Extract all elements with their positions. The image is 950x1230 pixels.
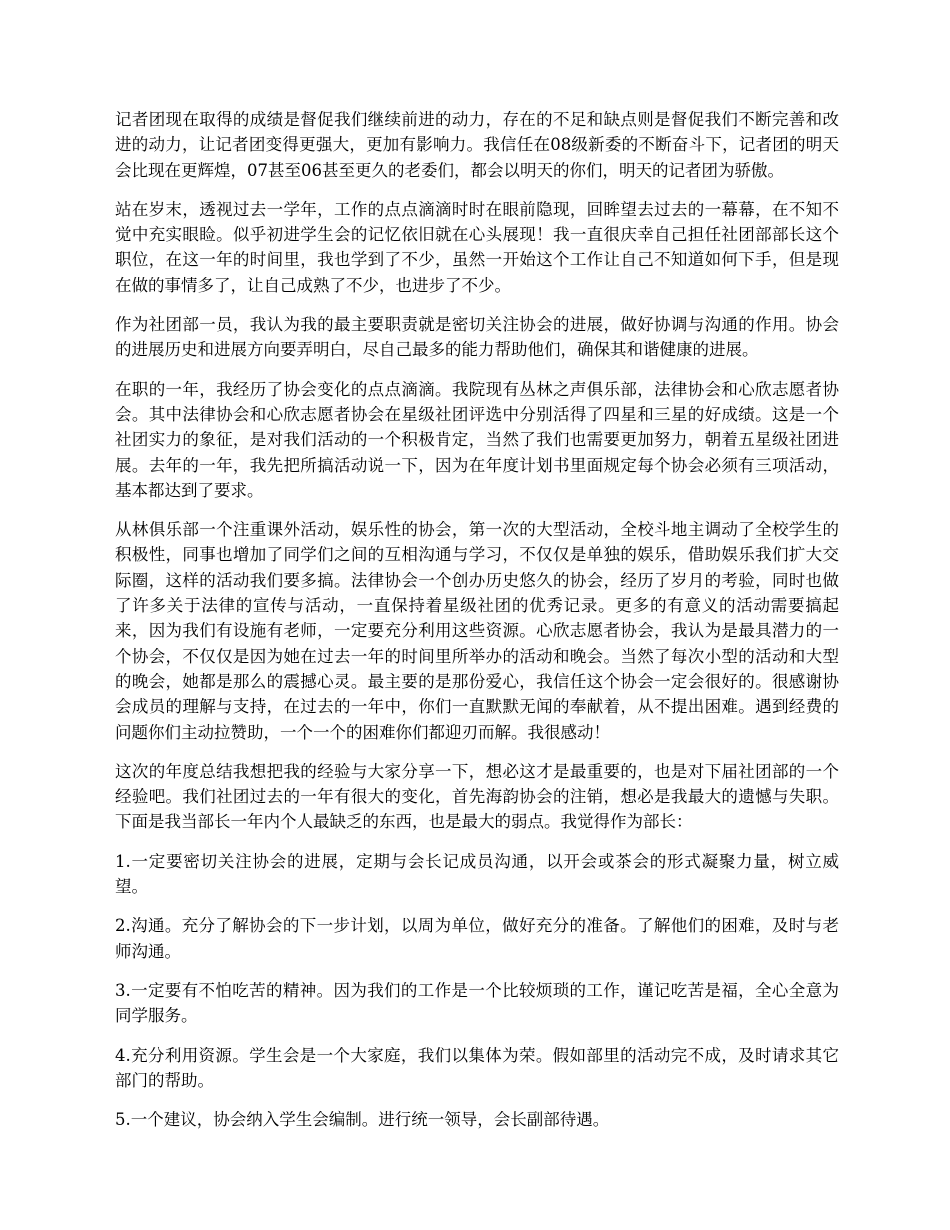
paragraph-3: 作为社团部一员，我认为我的最主要职责就是密切关注协会的进展，做好协调与沟通的作用。协会的进展历史和进展方向要弄明白，尽自己最多的能力帮助他们，确保其和谐健康的进展。 [115, 315, 839, 360]
paragraph-2: 站在岁末，透视过去一学年，工作的点点滴滴时时在眼前隐现，回眸望去过去的一幕幕，在不知不觉中充实眼睑。似乎初进学生会的记忆依旧就在心头展现！我一直很庆幸自己担任社团部部长这个职位，在这一年的时间里，我也学到了不少，虽然一开始这个工作让自己不知道如何下手，但是现在做的事情多了，让自己成熟了不少，也进步了不少。 [115, 199, 839, 295]
list-item-3: 3.一定要有不怕吃苦的精神。因为我们的工作是一个比较烦琐的工作，谨记吃苦是福，全心全意为同学服务。 [115, 980, 839, 1026]
paragraph-5: 从林俱乐部一个注重课外活动，娱乐性的协会，第一次的大型活动，全校斗地主调动了全校学生的积极性，同事也增加了同学们之间的互相沟通与学习，不仅仅是单独的娱乐，借助娱乐我们扩大交际圈，这样的活动我们要多搞。法律协会一个创办历史悠久的协会，经历了岁月的考验，同时也做了许多关于法律的宣传与活动，一直保持着星级社团的优秀记录。更多的有意义的活动需要搞起来，因为我们有设施有老师，一定要充分利用这些资源。心欣志愿者协会，我认为是最具潜力的一个协会，不仅仅是因为她在过去一年的时间里所举办的活动和晚会。当然了每次小型的活动和大型的晚会，她都是那么的震撼心灵。最主要的是那份爱心，我信任这个协会一定会很好的。很感谢协会成员的理解与支持，在过去的一年中，你们一直默默无闻的奉献着，从不提出困难。遇到经费的问题你们主动拉赞助，一个一个的困难你们都迎刃而解。我很感动！ [115, 520, 839, 742]
list-item-2: 2.沟通。充分了解协会的下一步计划，以周为单位，做好充分的准备。了解他们的困难，及时与老师沟通。 [115, 916, 839, 961]
list-item-4: 4.充分利用资源。学生会是一个大家庭，我们以集体为荣。假如部里的活动完不成，及时请求其它部门的帮助。 [115, 1045, 839, 1090]
list-item-1: 1.一定要密切关注协会的进展，定期与会长记成员沟通，以开会或茶会的形式凝聚力量，树立威望。 [115, 851, 839, 897]
list-item-5: 5.一个建议，协会纳入学生会编制。进行统一领导，会长副部待遇。 [115, 1110, 610, 1130]
paragraph-1: 记者团现在取得的成绩是督促我们继续前进的动力，存在的不足和缺点则是督促我们不断完善和改进的动力，让记者团变得更强大，更加有影响力。我信任在08级新委的不断奋斗下，记者团的明天会比现在更辉煌，07甚至06甚至更久的老委们，都会以明天的你们，明天的记者团为骄傲。 [115, 110, 839, 180]
document-body [115, 107, 839, 1146]
paragraph-4: 在职的一年，我经历了协会变化的点点滴滴。我院现有丛林之声俱乐部，法律协会和心欣志愿者协会。其中法律协会和心欣志愿者协会在星级社团评选中分别活得了四星和三星的好成绩。这是一个社团实力的象征，是对我们活动的一个积极肯定，当然了我们也需要更加努力，朝着五星级社团进展。去年的一年，我先把所搞活动说一下，因为在年度计划书里面规定每个协会必须有三项活动，基本都达到了要求。 [115, 379, 839, 500]
paragraph-6: 这次的年度总结我想把我的经验与大家分享一下，想必这才是最重要的，也是对下届社团部的一个经验吧。我们社团过去的一年有很大的变化，首先海韵协会的注销，想必是我最大的遗憾与失职。下面是我当部长一年内个人最缺乏的东西，也是最大的弱点。我觉得作为部长： [115, 761, 839, 832]
